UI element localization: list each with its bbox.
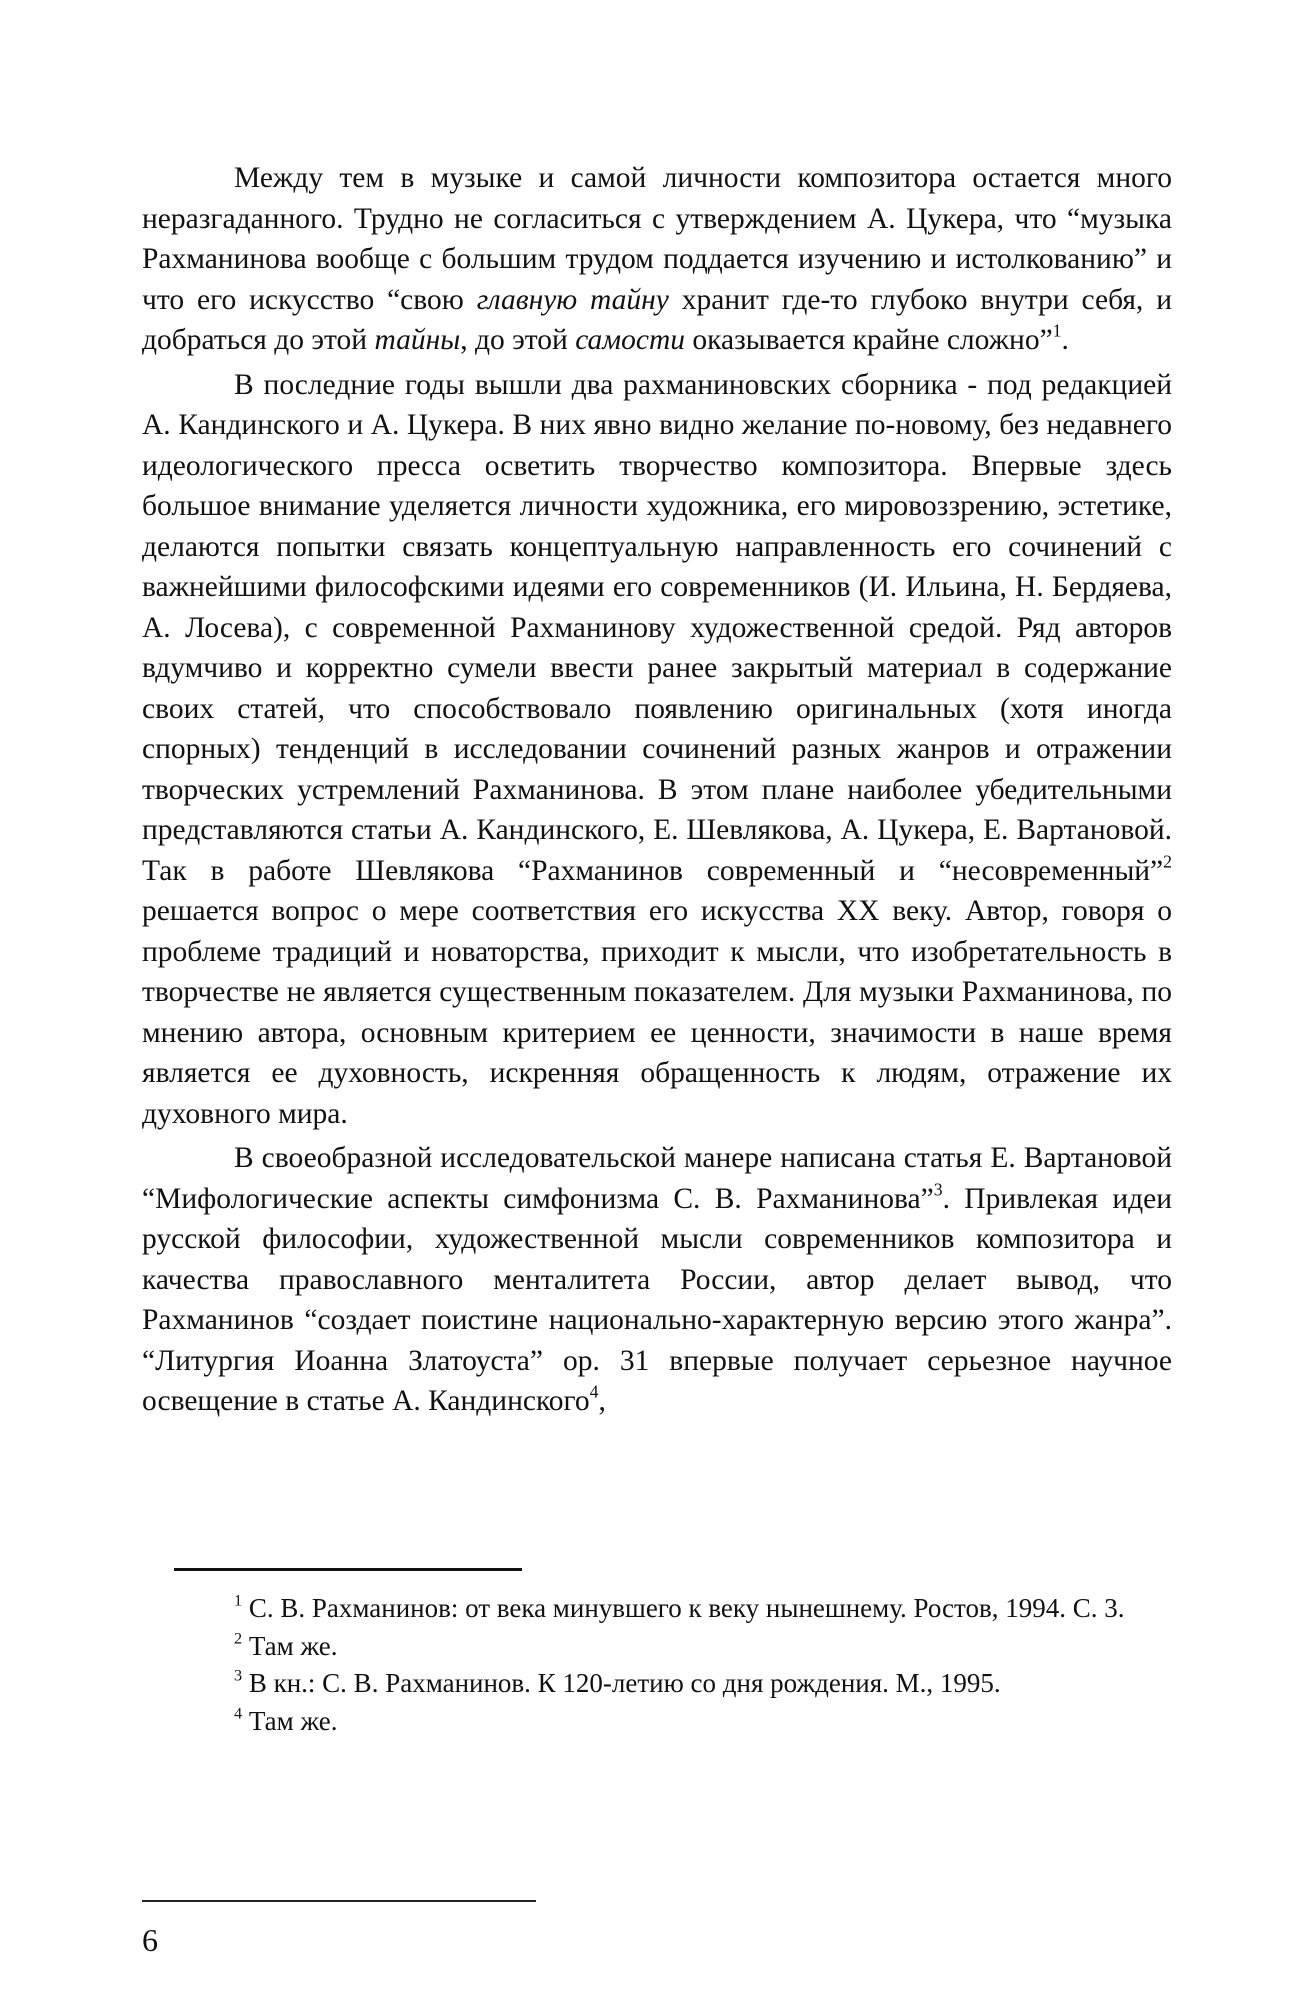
paragraph-1-text: оказывается крайне сложно” [685,324,1053,356]
page-number-divider [142,1900,536,1902]
footnote-ref-4[interactable]: 4 [589,1381,599,1402]
paragraph-1 [142,158,1172,361]
footnote-4 [142,1703,1172,1741]
paragraph-3 [142,1138,1172,1422]
footnote-3 [142,1665,1172,1703]
paragraph-2 [142,365,1172,1135]
footnote-2 [142,1628,1172,1666]
footnote-ref-3[interactable]: 3 [933,1179,943,1200]
paragraph-1-text: . [1061,324,1069,356]
paragraph-3-text: , [598,1385,606,1417]
footnote-text: С. В. Рахманинов: от века минувшего к веку нынешнему. Ростов, 1994. С. 3. [248,1593,1125,1623]
footnote-number: 1 [234,1591,243,1610]
paragraph-3-text: В своеобразной исследовательской манере написана статья Е. Вартановой “Мифологические аспекты симфонизма С. В. Рахманинова” [142,1142,1172,1215]
paragraph-2-text: решается вопрос о мере соответствия его искусства XX веку. Автор, говоря о проблеме традиций и новаторства, приходит к мысли, что изобретательность в творчестве не является существенным показателем. Для музыки Рахманинова, по мнению автора, основным критерием ее ценности, значимости в наше время является ее духовность, искренняя обращенность к людям, отражение их духовного мира. [142,895,1172,1130]
paragraph-1-text: хранит где-то глубоко внутри себя, и добраться до этой [142,283,1172,356]
footnote-ref-2[interactable]: 2 [1163,851,1172,872]
main-text [142,158,1172,1422]
footnote-divider [174,1568,522,1571]
paragraph-2-text: В последние годы вышли два рахманиновских сборника - под редакцией А. Кандинского и А. Цукера. В них явно видно желание по-новому, без недавнего идеологического пресса осветить творчество композитора. Впервые здесь большое внимание уделяется личности художника, его мировоззрению, эстетике, делаются попытки связать концептуальную направленность его сочинений с важнейшими философскими идеями его современников (И. Ильина, Н. Бердяева, А. Лосева), с современной Рахманинову художественной средой. Ряд авторов вдумчиво и корректно сумели ввести ранее закрытый материал в содержание своих статей, что способствовало появлению оригинальных (хотя иногда спорных) тенденций в исследовании сочинений разных жанров и отражении творческих устремлений Рахманинова. В этом плане наиболее убедительными представляются статьи А. Кандинского, Е. Шевлякова, А. Цукера, Е. Вартановой. Так в работе Шевлякова “Рахманинов современный и “несовременный” [142,368,1172,887]
footnote-number: 4 [234,1704,243,1723]
footnote-number: 3 [234,1666,243,1685]
emphasis-samosti: самости [575,324,686,356]
footnote-1 [142,1590,1172,1628]
footnote-text: В кн.: С. В. Рахманинов. К 120-летию со дня рождения. М., 1995. [248,1668,1001,1698]
paragraph-1-text: , до этой [460,324,576,356]
emphasis-tainy: тайны [374,324,461,356]
emphasis-glavnuyu-tainu: главную тайну [476,283,669,316]
footnote-text: Там же. [248,1630,338,1661]
footnote-ref-1[interactable]: 1 [1052,320,1062,341]
paragraph-3-text: . Привлекая идеи русской философии, художественной мысли современников композитора и качества православного менталитета России, автор делает вывод, что Рахманинов “создает поистине национально-характерную версию этого жанра”. “Литургия Иоанна Златоуста” ор. 31 впервые получает серьезное научное освещение в статье А. Кандинского [142,1182,1172,1417]
footnotes [142,1590,1172,1740]
footnote-text: Там же. [248,1705,338,1736]
paragraph-1-text: Между тем в музыке и самой личности композитора остается много неразгаданного. Трудно не согласиться с утверждением А. Цукера, что “музыка Рахманинова вообще с большим трудом поддается изучению и истолкованию” и что его искусство “свою [142,162,1172,316]
page-number: 6 [142,1922,158,1958]
footnote-number: 2 [234,1629,243,1648]
